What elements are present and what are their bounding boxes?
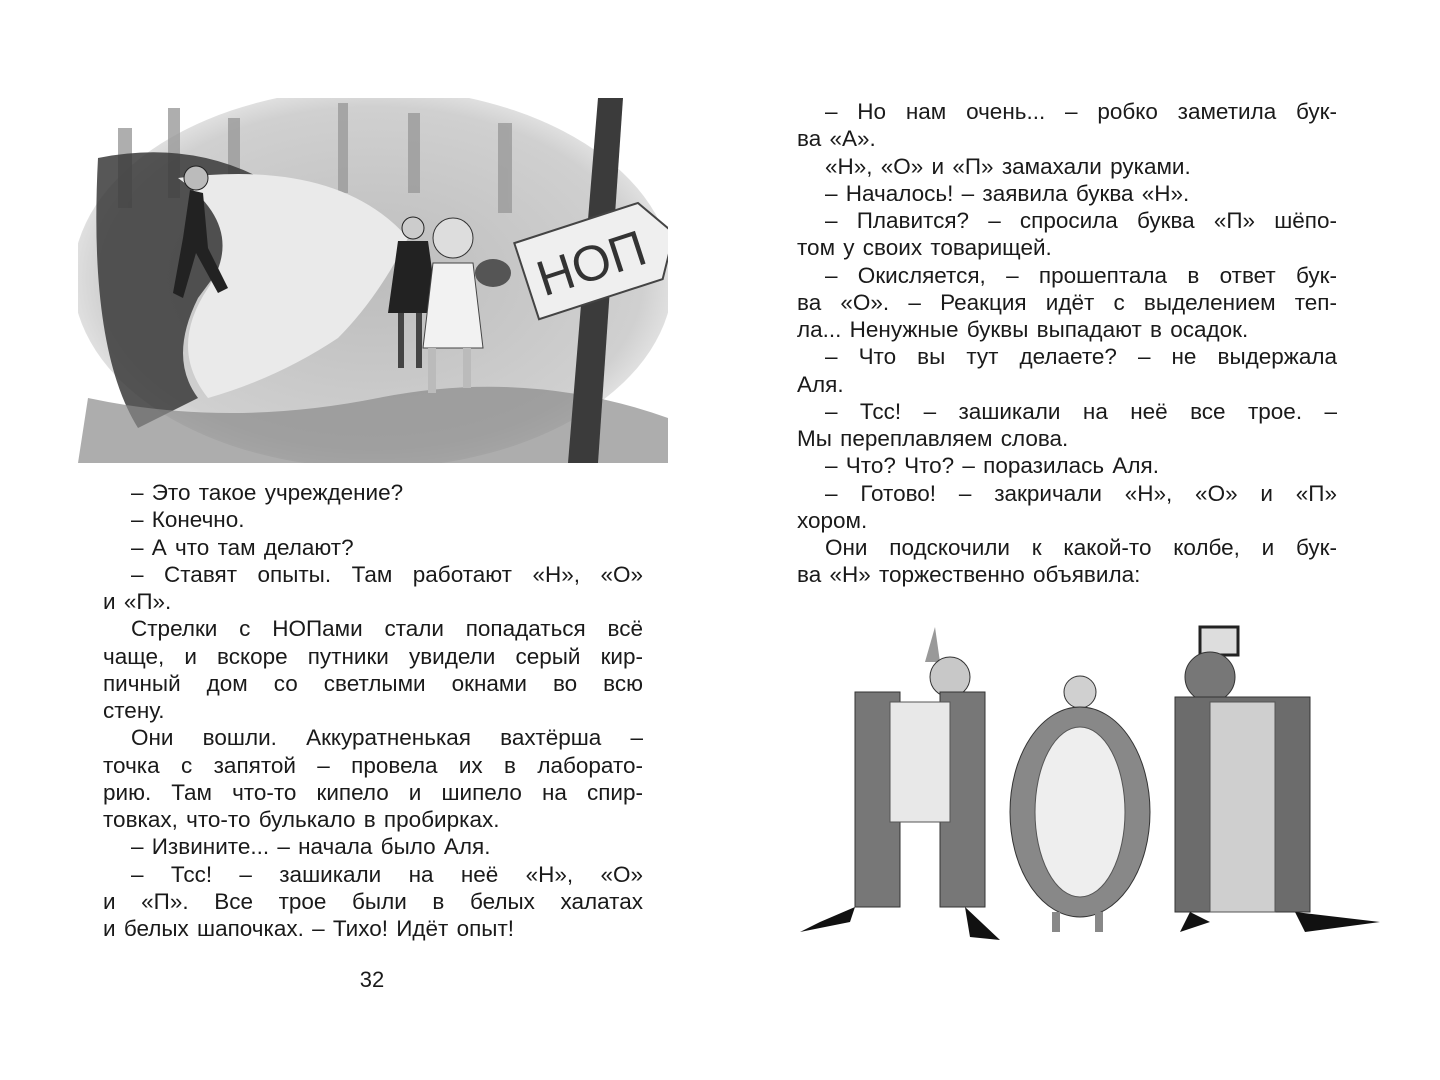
paragraph bbox=[797, 98, 1337, 153]
text-line: рию. Там что-то кипело и шипело на спир- bbox=[103, 779, 643, 805]
paragraph bbox=[103, 833, 643, 860]
text-line: – Ставят опыты. Там работают «Н», «О» bbox=[131, 561, 643, 587]
letter-o-character bbox=[1010, 676, 1150, 932]
page-number: 32 bbox=[359, 967, 385, 992]
text-line: Они вошли. Аккуратненькая вахтёрша – bbox=[131, 725, 643, 751]
paragraph bbox=[797, 534, 1337, 589]
text-line: Стрелки с НОПами стали попадаться всё bbox=[131, 616, 643, 642]
text-line: Мы переплавляем слова. bbox=[797, 426, 1069, 451]
forest-path-illustration bbox=[78, 98, 668, 463]
text-line: пичный дом со светлыми окнами во всю bbox=[103, 670, 643, 696]
text-line: Аля. bbox=[797, 371, 844, 397]
paragraph bbox=[797, 343, 1337, 398]
text-line: чаще, и вскоре путники увидели серый кир- bbox=[103, 643, 643, 669]
text-line: хором. bbox=[797, 507, 868, 533]
text-line: ва «Н» торжественно объявила: bbox=[797, 562, 1141, 588]
letter-p-character bbox=[1175, 627, 1380, 932]
text-line: и белых шапочках. – Тихо! Идёт опыт! bbox=[103, 916, 515, 941]
paragraph bbox=[797, 452, 1337, 479]
paragraph bbox=[797, 398, 1337, 453]
left-page-text bbox=[103, 479, 643, 942]
text-line: – Что вы тут делаете? – не выдержала bbox=[825, 344, 1337, 370]
text-line: – Это такое учреждение? bbox=[131, 480, 404, 505]
letters-nop-illustration bbox=[790, 622, 1382, 947]
text-line: товках, что-то булькало в пробирках. bbox=[103, 807, 500, 832]
text-line: и «П». bbox=[103, 589, 172, 614]
text-line: «Н», «О» и «П» замахали руками. bbox=[825, 153, 1191, 179]
paragraph bbox=[103, 534, 643, 561]
text-line: стену. bbox=[103, 698, 165, 723]
text-line: ва «О». – Реакция идёт с выделением теп- bbox=[797, 289, 1337, 315]
text-line: ла... Ненужные буквы выпадают в осадок. bbox=[797, 317, 1249, 342]
svg-text:НОП: НОП bbox=[529, 219, 653, 308]
paragraph bbox=[103, 861, 643, 943]
text-line: Они подскочили к какой-то колбе, и бук- bbox=[825, 535, 1337, 560]
text-line: том у своих товарищей. bbox=[797, 235, 1052, 261]
paragraph bbox=[103, 724, 643, 833]
text-line: – Извините... – начала было Аля. bbox=[131, 834, 491, 860]
paragraph bbox=[797, 207, 1337, 262]
text-line: – Окисляется, – прошептала в ответ бук- bbox=[825, 262, 1337, 288]
paragraph bbox=[103, 561, 643, 616]
text-line: – Плавится? – спросила буква «П» шёпо- bbox=[825, 208, 1337, 233]
paragraph bbox=[797, 180, 1337, 207]
text-line: – Но нам очень... – робко заметила бук- bbox=[825, 99, 1337, 124]
paragraph bbox=[797, 262, 1337, 344]
text-line: – Началось! – заявила буква «Н». bbox=[825, 180, 1190, 206]
text-line: ва «А». bbox=[797, 126, 876, 152]
paragraph bbox=[103, 615, 643, 724]
paragraph bbox=[103, 506, 643, 533]
text-line: – Что? Что? – поразилась Аля. bbox=[825, 453, 1159, 479]
text-line: – Конечно. bbox=[131, 507, 245, 533]
text-line: и «П». Все трое были в белых халатах bbox=[103, 888, 643, 914]
text-line: точка с запятой – провела их в лаборато- bbox=[103, 752, 643, 778]
paragraph bbox=[797, 480, 1337, 535]
right-page-text bbox=[797, 98, 1337, 589]
letter-n-character bbox=[800, 627, 1000, 940]
paragraph bbox=[103, 479, 643, 506]
text-line: – Тсс! – зашикали на неё все трое. – bbox=[825, 398, 1337, 424]
text-line: – Готово! – закричали «Н», «О» и «П» bbox=[825, 480, 1337, 506]
text-line: – Тсс! – зашикали на неё «Н», «О» bbox=[131, 861, 643, 887]
text-line: – А что там делают? bbox=[131, 534, 354, 560]
paragraph bbox=[797, 153, 1337, 180]
